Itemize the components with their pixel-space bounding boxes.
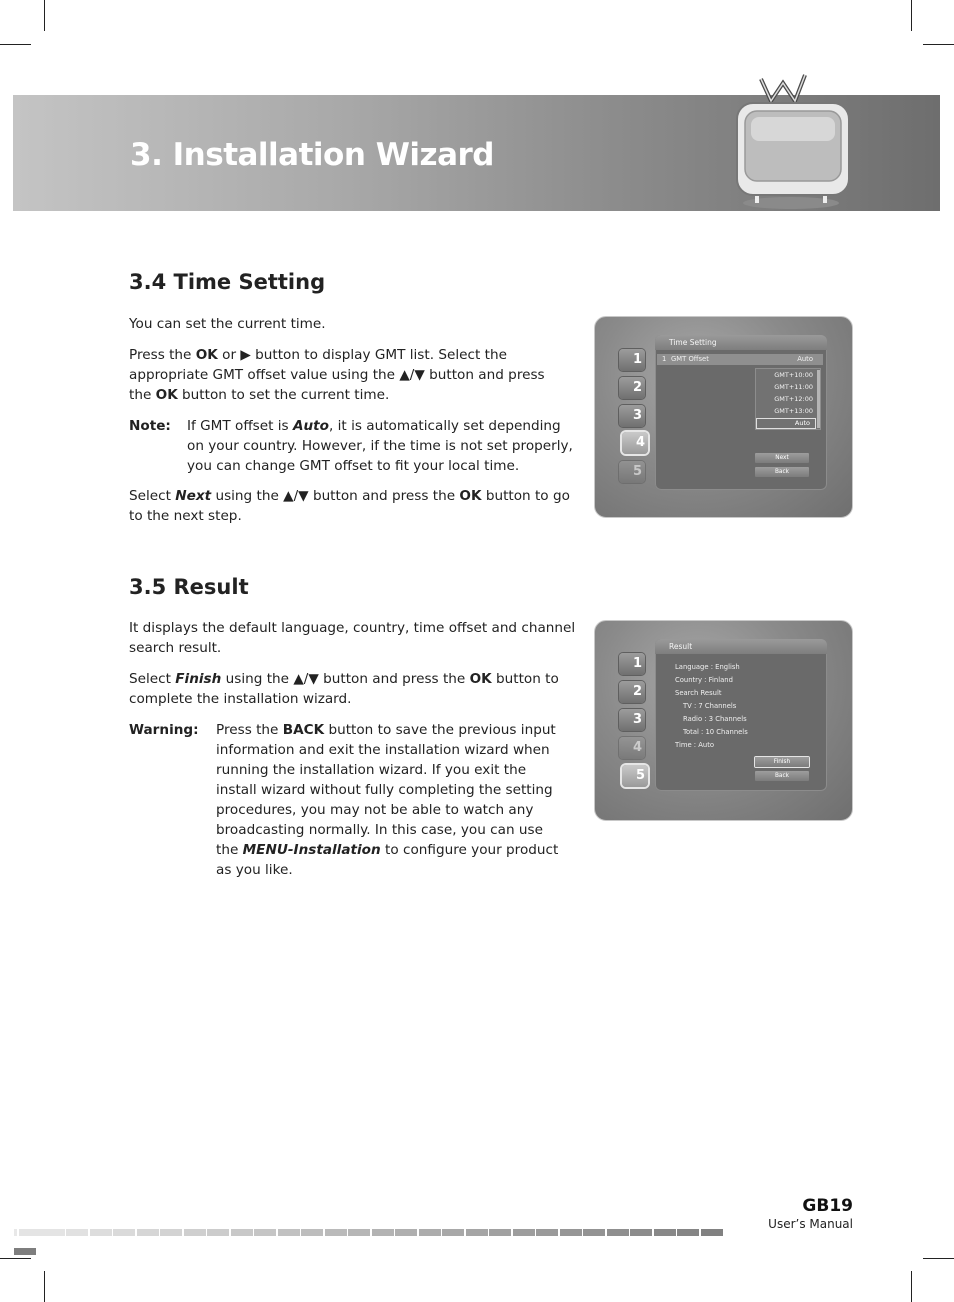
strip-segment <box>301 1229 323 1236</box>
crop-mark <box>923 1258 954 1259</box>
row-index: 1 <box>662 355 667 363</box>
strip-segment <box>701 1229 723 1236</box>
scrollbar <box>817 370 820 428</box>
next-button: Next <box>755 453 809 463</box>
section-heading-result: 3.5 Result <box>129 575 249 599</box>
header-banner <box>13 95 940 211</box>
strip-segment <box>207 1229 229 1236</box>
wizard-step-1: 1 <box>619 653 645 675</box>
strip-segment <box>19 1229 65 1236</box>
back-button: Back <box>755 467 809 477</box>
footer-subtitle: User’s Manual <box>768 1217 853 1231</box>
gmt-offset-list <box>755 368 821 430</box>
strip-segment <box>607 1229 629 1236</box>
result-line: Country : Finland <box>675 676 733 684</box>
strip-segment <box>137 1229 159 1236</box>
tv-icon <box>723 73 853 213</box>
strip-segment <box>419 1229 441 1236</box>
crop-mark <box>923 44 954 45</box>
strip-segment <box>66 1229 88 1236</box>
strip-segment <box>583 1229 605 1236</box>
strip-segment <box>160 1229 182 1236</box>
result-instructions: Select Finish using the ▲/▼ button and press the OK button to complete the installation wizard. <box>129 671 559 707</box>
crop-mark <box>911 0 912 31</box>
strip-segment <box>677 1229 699 1236</box>
result-screenshot <box>594 620 853 821</box>
result-line: Total : 10 Channels <box>683 728 748 736</box>
strip-segment <box>466 1229 488 1236</box>
gmt-selected-option: Auto <box>756 418 816 429</box>
crop-mark <box>44 1271 45 1302</box>
strip-segment <box>325 1229 347 1236</box>
strip-segment <box>654 1229 676 1236</box>
result-line: Search Result <box>675 689 722 697</box>
crop-mark <box>44 0 45 31</box>
crop-mark <box>0 44 31 45</box>
wizard-step-2: 2 <box>619 377 645 399</box>
strip-segment <box>254 1229 276 1236</box>
time-setting-panel <box>655 335 827 490</box>
strip-segment <box>231 1229 253 1236</box>
note-label: Note: <box>129 418 171 434</box>
time-instructions: Press the OK or ▶ button to display GMT list. Select the appropriate GMT offset value using the ▲/▼ button and press the OK button to set the current time. <box>129 347 545 403</box>
time-setting-screenshot <box>594 316 853 518</box>
finish-button: Finish <box>755 757 809 767</box>
strip-segment <box>536 1229 558 1236</box>
strip-segment <box>14 1248 36 1255</box>
result-line: Language : English <box>675 663 740 671</box>
wizard-step-3: 3 <box>619 405 645 427</box>
strip-segment <box>113 1229 135 1236</box>
wizard-step-1: 1 <box>619 349 645 371</box>
wizard-step-5: 5 <box>622 765 648 787</box>
strip-segment <box>630 1229 652 1236</box>
strip-segment <box>184 1229 206 1236</box>
crop-mark <box>911 1271 912 1302</box>
panel-title: Result <box>655 639 827 654</box>
footer-decorative-strip <box>14 1221 742 1228</box>
strip-segment <box>395 1229 417 1236</box>
strip-segment <box>513 1229 535 1236</box>
gmt-option: GMT+10:00 <box>774 371 813 379</box>
result-line: Radio : 3 Channels <box>683 715 747 723</box>
time-intro: You can set the current time. <box>129 316 326 332</box>
wizard-step-4: 4 <box>619 737 645 759</box>
page-number: GB19 <box>802 1196 853 1216</box>
gmt-option: GMT+13:00 <box>774 407 813 415</box>
result-intro: It displays the default language, country, time offset and channel search result. <box>129 620 576 656</box>
strip-segment <box>442 1229 464 1236</box>
row-value: Auto <box>797 355 813 363</box>
result-line: TV : 7 Channels <box>683 702 737 710</box>
gmt-option: GMT+12:00 <box>774 395 813 403</box>
wizard-step-3: 3 <box>619 709 645 731</box>
time-note <box>129 416 579 476</box>
result-panel <box>655 639 827 791</box>
strip-segment <box>560 1229 582 1236</box>
result-line: Time : Auto <box>675 741 715 749</box>
gmt-option: GMT+11:00 <box>774 383 813 391</box>
time-next-step: Select Next using the ▲/▼ button and press the OK button to go to the next step. <box>129 488 570 524</box>
back-button: Back <box>755 771 809 781</box>
strip-segment <box>278 1229 300 1236</box>
panel-title: Time Setting <box>655 335 827 350</box>
strip-segment <box>348 1229 370 1236</box>
crop-mark <box>0 1258 31 1259</box>
warning-label: Warning: <box>129 722 199 738</box>
warning-text: Press the BACK button to save the previous input information and exit the installation wizard when running the installation wizard. If you exit the install wizard without fully completing the setting procedures, you may not be able to watch any broadcasting normally. In this case, you can use the MENU-Installation to configure your product as you like. <box>216 722 559 878</box>
strip-segment <box>90 1229 112 1236</box>
row-label: GMT Offset <box>671 355 709 363</box>
gmt-offset-row <box>657 354 823 365</box>
wizard-step-4: 4 <box>622 432 648 454</box>
strip-segment <box>372 1229 394 1236</box>
result-warning <box>129 720 607 880</box>
page-title: 3. Installation Wizard <box>130 137 494 173</box>
section-heading-time: 3.4 Time Setting <box>129 270 326 294</box>
strip-segment <box>14 1229 17 1236</box>
strip-segment <box>489 1229 511 1236</box>
wizard-step-2: 2 <box>619 681 645 703</box>
note-text: If GMT offset is Auto, it is automatically set depending on your country. However, if the time is not set properly, you can change GMT offset to fit your local time. <box>187 418 573 474</box>
wizard-step-5: 5 <box>619 461 645 483</box>
